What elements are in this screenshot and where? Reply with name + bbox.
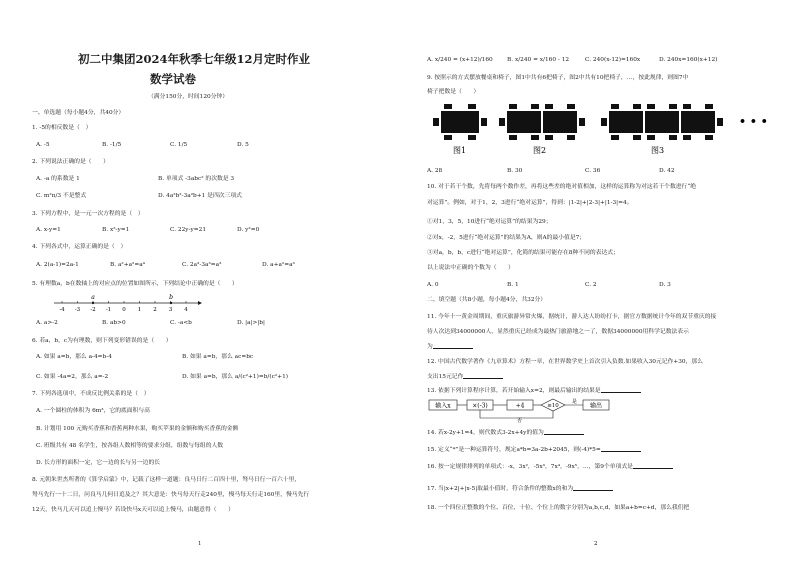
q3-option-b: B. x²-y=1 bbox=[102, 227, 130, 233]
q9-option-d: D. 42 bbox=[659, 168, 675, 174]
q1-option-d: D. 5 bbox=[237, 142, 249, 148]
question-2: 2. 下列说法正确的是（ ） bbox=[32, 159, 109, 165]
q9-option-c: C. 36 bbox=[585, 168, 601, 174]
question-9-line1: 9. 按照示的方式摆放餐桌和椅子，图1中共有6把椅子，图2中共有10把椅子，…，按此规律，则图7中 bbox=[427, 75, 689, 81]
flow-add-label: +4 bbox=[515, 402, 525, 410]
q3-option-d: D. y²=0 bbox=[237, 227, 260, 233]
question-18: 18. 一个四位正整数的个位、百位、十位、个位上的数字分别为a,b,c,d，如果a+b=c+d，那么我们把 bbox=[427, 505, 690, 511]
q6-option-b: B. 如果 a=b，那么 ac=bc bbox=[182, 354, 254, 360]
question-12-line1: 12. 中国古代数学著作《九章算术》方程一章，在世界数学史上首次引入负数.如果收入30元记作+30，那么 bbox=[427, 359, 703, 365]
question-11-line3 bbox=[427, 343, 473, 351]
q2-option-d: D. 4a²b²-3a²b+1 是四次三项式 bbox=[158, 193, 242, 199]
question-16 bbox=[427, 463, 673, 471]
number-line-tick-label: -4 bbox=[59, 307, 65, 313]
section-heading-choice: 一、单选题（每小题4分，共40分） bbox=[32, 110, 125, 116]
q11-prefix: 为 bbox=[427, 344, 433, 350]
figure-3-label: 图3 bbox=[651, 146, 665, 155]
q16-text: 16. 按一定规律排列的单项式：-x，3x²，-5x³，7x⁴，-9x⁵，…，第9个单项式是 bbox=[427, 464, 633, 470]
page-number-2: 2 bbox=[594, 541, 598, 547]
q2-option-b: B. 单项式 -3abc² 的次数是 3 bbox=[158, 176, 235, 182]
q13-answer-blank[interactable] bbox=[601, 387, 641, 393]
number-line-tick-label: 3 bbox=[168, 307, 173, 313]
q8-option-c: C. 240(x-12)=160x bbox=[585, 57, 641, 63]
q14-answer-blank[interactable] bbox=[544, 429, 584, 435]
q9-option-a: A. 28 bbox=[427, 168, 443, 174]
q2-option-a: A. -a 的系数是 1 bbox=[36, 176, 80, 182]
question-8-line1: 8. 元朝朱世杰所著的《算学启蒙》中，记载了这样一道题：良马日行二百四十里，驽马日行一百六十里， bbox=[32, 477, 301, 483]
tables-chairs-figure bbox=[429, 99, 789, 159]
q4-option-c: C. 2a³-3a³=a³ bbox=[182, 262, 222, 268]
question-5: 5. 有理数a，b在数轴上的对应点的位置如图所示，下列结论中正确的是（ ） bbox=[32, 281, 238, 287]
q10-option-c: C. 2 bbox=[585, 282, 597, 288]
figure-1-arrangement bbox=[433, 104, 487, 140]
figure-2-arrangement bbox=[499, 104, 585, 140]
q10-statement-2: ②对x，-2，5进行“绝对运算”的结果为A，则A的最小值是7； bbox=[427, 235, 586, 241]
question-3: 3. 下列方程中，是一元一次方程的是（ ） bbox=[32, 211, 144, 217]
question-11-line1: 11. 今年十一黄金周期间，重庆旅游异常火爆，据统计，游人达人纷纷打卡，据官方数据统计今年的双节重庆的接 bbox=[427, 314, 717, 320]
question-1: 1. -5的相反数是（ ） bbox=[32, 125, 92, 131]
q5-option-d: D. |a|>|b| bbox=[237, 320, 265, 326]
q6-option-c: C. 如果 -4a=2，那么 a=-2 bbox=[36, 374, 109, 380]
q10-statement-4: 以上说法中正确的个数为（ ） bbox=[427, 265, 514, 271]
q5-option-a: A. a>-2 bbox=[36, 320, 58, 326]
q5-option-b: B. ab>0 bbox=[102, 320, 126, 326]
question-10-line2: 对运算”。例如，对于1，2，3进行“绝对运算”，得到：|1-2|+|2-3|+|1-3|=4。 bbox=[427, 200, 633, 206]
question-9-line2: 椅子把数是（ ） bbox=[427, 89, 480, 95]
q14-text: 14. 若x-2y+1=4，则代数式3-2x+4y的值为 bbox=[427, 430, 544, 436]
q7-option-d: D. 长方形的面积一定，它一边的长与另一边的长 bbox=[36, 460, 161, 466]
flow-input-label: 输入x bbox=[435, 402, 451, 410]
q6-option-d: D. 如果 a=b，那么 a/(c²+1)=b/(c²+1) bbox=[182, 374, 289, 380]
number-line-figure bbox=[52, 290, 202, 316]
number-line-tick-label: -3 bbox=[74, 307, 81, 313]
question-8-line3: 12天，快马几天可以追上慢马？若设快马x天可以追上慢马，由题意得（ ） bbox=[32, 507, 234, 513]
q10-statement-1: ①对1，3，5，10进行“绝对运算”的结果为29； bbox=[427, 219, 552, 225]
number-line-tick-label: 1 bbox=[137, 307, 142, 313]
question-13 bbox=[427, 387, 641, 395]
q10-option-a: A. 0 bbox=[427, 282, 439, 288]
q17-text: 17. 当|x+2|+|x-5|取最小值时，符合条件的整数x的和为 bbox=[427, 486, 574, 492]
q1-option-a: A. -5 bbox=[36, 142, 50, 148]
q7-option-a: A. 一个圆柱的体积为 6m³，它的底面积与高 bbox=[36, 408, 150, 414]
question-17 bbox=[427, 485, 613, 493]
point-a-dot bbox=[92, 302, 94, 304]
number-line-arrow bbox=[198, 301, 202, 305]
q15-text: 15. 定义“*”是一种运算符号，规定a*b=3a-2b+2045，则(-4)*5= bbox=[427, 447, 601, 453]
q16-answer-blank[interactable] bbox=[633, 463, 673, 469]
q2-option-c: C. m²n/3 不是整式 bbox=[36, 193, 87, 199]
q15-answer-blank[interactable] bbox=[601, 446, 641, 452]
q1-option-c: C. 1/5 bbox=[170, 142, 188, 148]
q4-option-a: A. 2(a-1)=2a-1 bbox=[36, 262, 79, 268]
q10-statement-3: ③对a，b，b，c进行“绝对运算”，化简的结果可能存在8种不同的表达式； bbox=[427, 250, 619, 256]
q8-option-b: B. x/240 = x/160 - 12 bbox=[507, 57, 570, 63]
q8-option-d: D. 240x=160(x+12) bbox=[659, 57, 718, 63]
figure-1-label: 图1 bbox=[453, 146, 467, 155]
point-a-label: a bbox=[91, 294, 95, 301]
q1-option-b: B. -1/5 bbox=[102, 142, 122, 148]
question-11-line2: 待人次达到34000000人，显然重庆已经成为最热门旅游地之一了，数据34000000用科学记数法表示 bbox=[427, 329, 689, 335]
q11-answer-blank[interactable] bbox=[433, 343, 473, 349]
q10-option-d: D. 3 bbox=[659, 282, 671, 288]
flow-no-label: 否 bbox=[517, 418, 523, 423]
q13-text: 13. 依据下列计算程序计算，若开始输入x=2，则最后输出的结果是 bbox=[427, 388, 601, 394]
q12-answer-blank[interactable] bbox=[463, 373, 503, 379]
number-line-tick-label: -1 bbox=[105, 307, 112, 313]
point-b-label: b bbox=[169, 294, 173, 301]
figure-2-label: 图2 bbox=[533, 146, 547, 155]
number-line-tick-label: 4 bbox=[184, 307, 188, 313]
q3-option-c: C. 22y-y=21 bbox=[170, 227, 207, 233]
q10-option-b: B. 1 bbox=[507, 282, 519, 288]
exam-subject-title: 数学试卷 bbox=[150, 72, 196, 86]
question-6: 6. 若a，b，c为有理数，则下列变形错误的是（ ） bbox=[32, 338, 172, 344]
q8-option-a: A. x/240 = (x+12)/160 bbox=[427, 57, 493, 63]
flow-multiply-label: ×(-3) bbox=[472, 402, 488, 410]
point-b-dot bbox=[170, 302, 172, 304]
q5-option-c: C. -a<b bbox=[170, 320, 192, 326]
section-heading-fill: 二、填空题（共8小题，每小题4分，共32分） bbox=[427, 297, 547, 303]
exam-subtitle: （满分150分，时间120分钟） bbox=[148, 94, 229, 100]
q4-option-d: D. a+a²=a³ bbox=[262, 262, 295, 268]
question-8-line2: 驽马先行一十二日，问良马几何日追及之？其大意是：快马每天行走240里，慢马每天行走160里，慢马先行 bbox=[32, 492, 310, 498]
question-15 bbox=[427, 446, 641, 454]
flow-condition-label: ≥10 bbox=[547, 403, 559, 409]
number-line-tick-label: 0 bbox=[122, 307, 126, 313]
question-4: 4. 下列各式中，运算正确的是（ ） bbox=[32, 244, 127, 250]
exam-page-2 bbox=[397, 0, 794, 561]
question-14 bbox=[427, 429, 584, 437]
q3-option-a: A. x-y=1 bbox=[36, 227, 61, 233]
q4-option-b: B. a²+a²=a⁴ bbox=[110, 262, 145, 268]
flow-yes-label: 是 bbox=[572, 399, 578, 405]
continuation-dots: • • • bbox=[739, 115, 768, 128]
q7-option-b: B. 计划用 100 元购买香蕉和香蕉两种水果，购买苹果的金额和购买香蕉的金额 bbox=[36, 426, 239, 432]
exam-title: 初二中集团2024年秋季七年级12月定时作业 bbox=[78, 52, 311, 66]
number-line-tick-label: -2 bbox=[90, 307, 96, 313]
q9-option-b: B. 30 bbox=[507, 168, 523, 174]
flow-output-label: 输出 bbox=[589, 402, 603, 410]
q7-option-c: C. 班级共有 48 名学生，按各组人数相等的要求分组，组数与每组的人数 bbox=[36, 443, 224, 449]
q12-prefix: 支出15元记作 bbox=[427, 374, 464, 380]
question-12-line2 bbox=[427, 373, 503, 381]
q17-answer-blank[interactable] bbox=[573, 485, 613, 491]
question-7: 7. 下列各选项中，不成反比例关系的是（ ） bbox=[32, 391, 150, 397]
calc-flowchart bbox=[427, 397, 627, 423]
q6-option-a: A. 如果 a=b，那么 a-4=b-4 bbox=[36, 354, 112, 360]
flow-loop-back-line bbox=[480, 410, 553, 418]
figure-3-arrangement bbox=[601, 104, 723, 140]
page-number-1: 1 bbox=[198, 541, 202, 547]
number-line-tick-label: 2 bbox=[153, 307, 157, 313]
question-10-line1: 10. 对于若干个数，先将每两个数作差，再将这些差的绝对值相加，这样的运算称为对这若干个数进行“绝 bbox=[427, 184, 697, 190]
